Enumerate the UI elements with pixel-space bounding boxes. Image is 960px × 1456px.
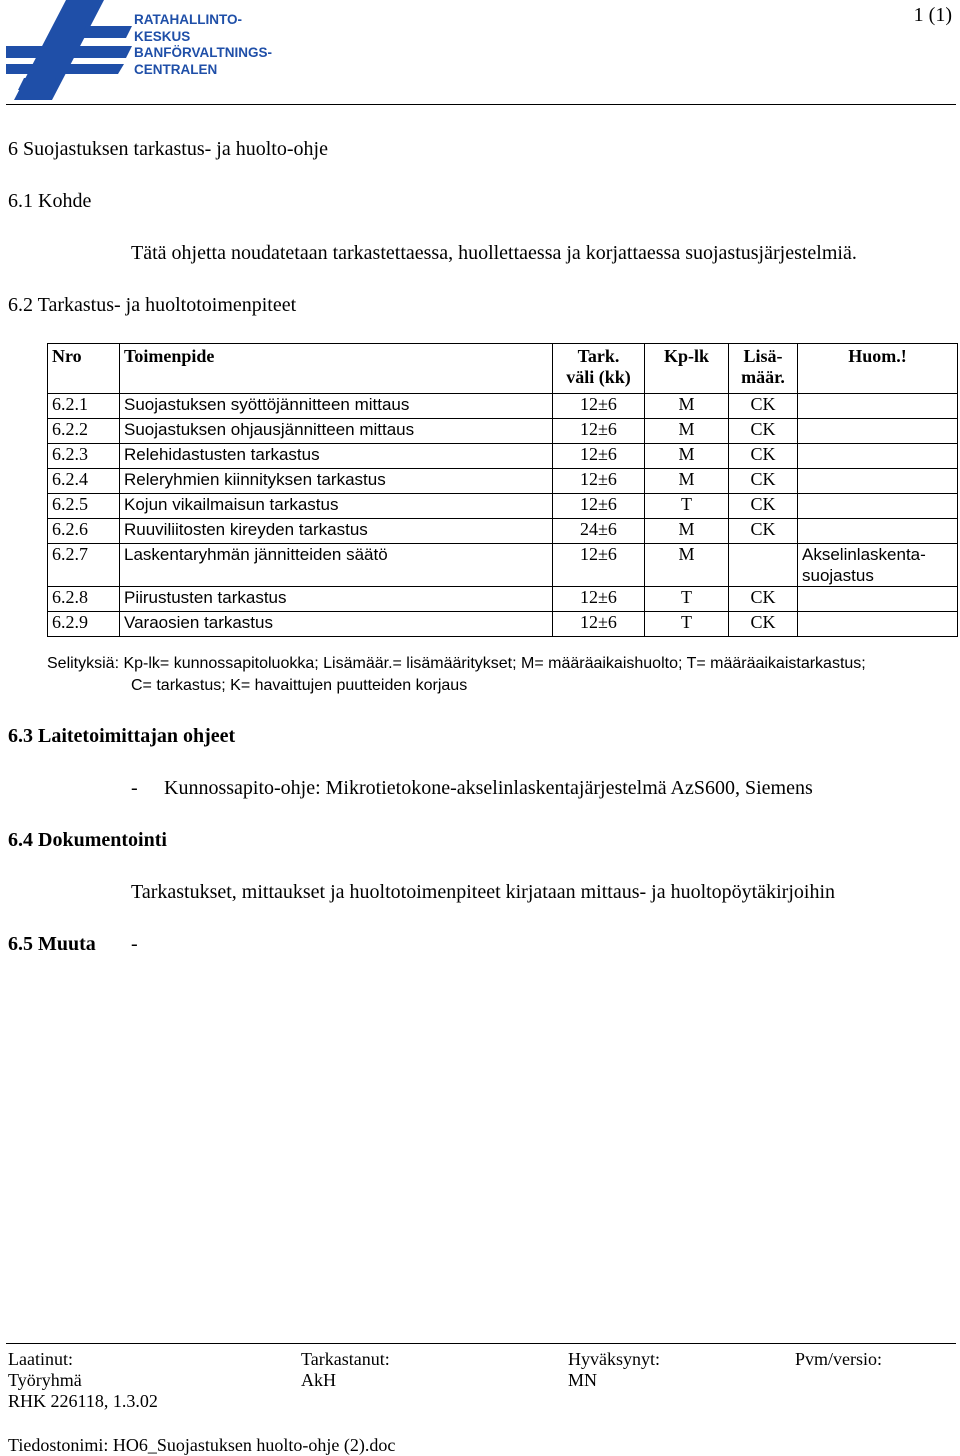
org-line: KESKUS [134,28,191,44]
footer-rhk: RHK 226118, 1.3.02 [8,1391,158,1411]
row-toimenpide: Relehidastusten tarkastus [120,444,553,469]
footer-laatinut-label: Laatinut: [8,1349,73,1369]
row-lisa [729,544,798,587]
footer-tarkastanut-value: AkH [301,1370,336,1390]
row-toimenpide: Suojastuksen ohjausjännitteen mittaus [120,419,553,444]
section-text-6-5: - [131,933,138,955]
header-tark-line1: Tark. [577,346,620,366]
page-title: 6 Suojastuksen tarkastus- ja huolto-ohje [8,138,328,160]
row-vali: 12±6 [553,612,645,637]
org-name [134,12,272,78]
table-header-row [48,344,958,394]
row-vali: 24±6 [553,519,645,544]
table-row [48,444,958,469]
footer-laatinut-value: Työryhmä [8,1370,82,1390]
header-nro: Nro [48,344,120,394]
row-vali: 12±6 [553,587,645,612]
row-kplk: T [645,494,729,519]
header-toimenpide: Toimenpide [120,344,553,394]
row-huom [798,444,958,469]
row-lisa: CK [729,419,798,444]
logo-icon [6,0,132,100]
row-lisa: CK [729,587,798,612]
page-number: 1 (1) [913,4,952,26]
row-vali: 12±6 [553,444,645,469]
row-lisa: CK [729,469,798,494]
row-kplk: M [645,444,729,469]
row-huom [798,519,958,544]
footer-hyvaksynyt-label: Hyväksynyt: [568,1349,660,1369]
row-nro: 6.2.7 [48,544,120,587]
org-line: BANFÖRVALTNINGS- [134,45,272,60]
row-lisa: CK [729,519,798,544]
row-vali: 12±6 [553,544,645,587]
row-lisa: CK [729,444,798,469]
row-huom [798,544,958,587]
row-nro: 6.2.2 [48,419,120,444]
table-row [48,519,958,544]
section-heading-6-2: 6.2 Tarkastus- ja huoltotoimenpiteet [8,294,297,316]
row-kplk: T [645,587,729,612]
row-lisa: CK [729,394,798,419]
row-nro: 6.2.1 [48,394,120,419]
table-row [48,494,958,519]
row-kplk: M [645,519,729,544]
row-toimenpide: Releryhmien kiinnityksen tarkastus [120,469,553,494]
maintenance-table [47,343,958,637]
section-heading-6-1: 6.1 Kohde [8,190,92,212]
table-row [48,419,958,444]
row-huom [798,494,958,519]
row-huom [798,419,958,444]
row-toimenpide: Ruuviliitosten kireyden tarkastus [120,519,553,544]
row-toimenpide: Laskentaryhmän jännitteiden säätö [120,544,553,587]
footer-pvm-label: Pvm/versio: [795,1349,883,1369]
row-huom-line2: suojastus [802,566,874,585]
row-huom [798,394,958,419]
footer-tarkastanut-label: Tarkastanut: [301,1349,390,1369]
section-heading-6-3: 6.3 Laitetoimittajan ohjeet [8,725,236,747]
section-heading-6-5: 6.5 Muuta [8,933,96,955]
section-heading-6-4: 6.4 Dokumentointi [8,829,167,851]
header-tark [553,344,645,394]
table-row [48,587,958,612]
row-vali: 12±6 [553,419,645,444]
table-row [48,612,958,637]
row-toimenpide: Kojun vikailmaisun tarkastus [120,494,553,519]
header-tark-line2: väli (kk) [566,367,631,387]
table-row [48,544,958,587]
footer-divider [6,1343,956,1344]
row-nro: 6.2.8 [48,587,120,612]
header-huom: Huom.! [798,344,958,394]
footer-hyvaksynyt-value: MN [568,1370,598,1390]
row-toimenpide: Suojastuksen syöttöjännitteen mittaus [120,394,553,419]
header-lisa-line2: määr. [741,367,785,387]
row-kplk: M [645,394,729,419]
table-row [48,394,958,419]
row-kplk: M [645,419,729,444]
dash-marker: - [131,777,138,799]
header-divider [6,104,956,105]
header-lisa-line1: Lisä- [743,346,783,366]
row-kplk: M [645,544,729,587]
legend-line-2: C= tarkastus; K= havaittujen puutteiden korjaus [131,677,468,694]
table-body [48,394,958,637]
row-nro: 6.2.4 [48,469,120,494]
row-huom [798,587,958,612]
org-line: RATAHALLINTO- [134,12,242,27]
row-huom [798,612,958,637]
row-huom-line1: Akselinlaskenta- [802,545,926,564]
row-huom [798,469,958,494]
row-toimenpide: Piirustusten tarkastus [120,587,553,612]
section-text-6-4: Tarkastukset, mittaukset ja huoltotoimenpiteet kirjataan mittaus- ja huoltopöytäkirjoihin [131,881,836,903]
row-nro: 6.2.3 [48,444,120,469]
legend-line-1: Selityksiä: Kp-lk= kunnossapitoluokka; Lisämäär.= lisämääritykset; M= määräaikaishuolto; T= määräaikaistarkastus; [47,655,866,672]
footer-filename: Tiedostonimi: HO6_Suojastuksen huolto-ohje (2).doc [8,1435,396,1455]
row-nro: 6.2.6 [48,519,120,544]
row-vali: 12±6 [553,469,645,494]
table-row [48,469,958,494]
row-nro: 6.2.5 [48,494,120,519]
org-line: CENTRALEN [134,61,218,77]
legend-note [47,653,866,697]
row-toimenpide: Varaosien tarkastus [120,612,553,637]
row-lisa: CK [729,612,798,637]
row-lisa: CK [729,494,798,519]
row-nro: 6.2.9 [48,612,120,637]
section-text-6-1: Tätä ohjetta noudatetaan tarkastettaessa, huollettaessa ja korjattaessa suojastusjärjestelmiä. [131,242,857,264]
section-text-6-3: Kunnossapito-ohje: Mikrotietokone-akselinlaskentajärjestelmä AzS600, Siemens [164,777,813,799]
row-vali: 12±6 [553,494,645,519]
row-kplk: M [645,469,729,494]
row-kplk: T [645,612,729,637]
header-lisa [729,344,798,394]
row-vali: 12±6 [553,394,645,419]
header-kplk: Kp-lk [645,344,729,394]
